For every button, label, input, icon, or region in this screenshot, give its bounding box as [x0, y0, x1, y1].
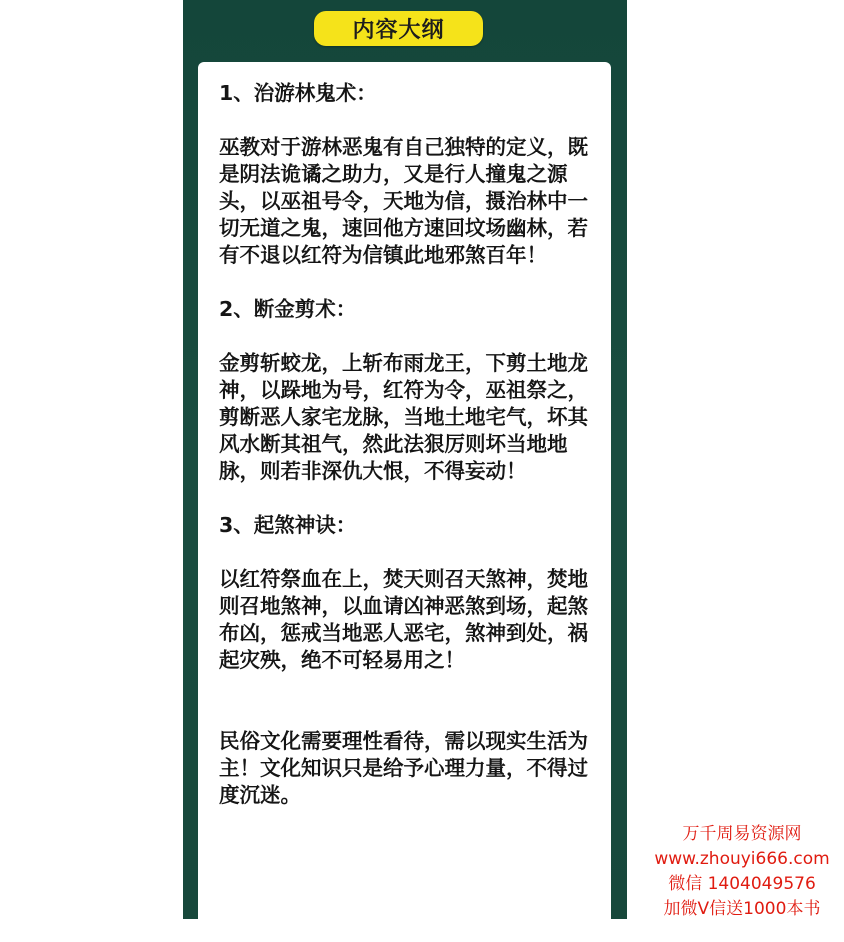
watermark — [640, 822, 844, 922]
watermark-offer: 加微V信送1000本书 — [663, 899, 821, 919]
outline-content — [219, 80, 591, 809]
section-3-title: 3、起煞神诀： — [219, 513, 357, 537]
watermark-url: www.zhouyi666.com — [654, 849, 830, 869]
watermark-wechat: 微信 1404049576 — [668, 874, 816, 894]
outline-title-badge — [314, 11, 483, 46]
watermark-site-name: 万千周易资源网 — [682, 824, 802, 844]
section-2-body: 金剪斩蛟龙，上斩布雨龙王，下剪土地龙神，以跺地为号，红符为令，巫祖祭之，剪断恶人家宅龙脉，当地土地宅气，坏其风水断其祖气，然此法狠厉则坏当地地脉，则若非深仇大恨，不得妄动！ — [219, 351, 588, 483]
section-1-title: 1、治游林鬼术： — [219, 81, 377, 105]
section-1-body: 巫教对于游林恶鬼有自己独特的定义，既是阴法诡谲之助力，又是行人撞鬼之源头，以巫祖号令，天地为信，摄治林中一切无道之鬼，速回他方速回坟场幽林，若有不退以红符为信镇此地邪煞百年！ — [219, 135, 588, 267]
section-3-body: 以红符祭血在上，焚天则召天煞神，焚地则召地煞神，以血请凶神恶煞到场，起煞布凶，惩戒当地恶人恶宅，煞神到处，祸起灾殃，绝不可轻易用之！ — [219, 567, 588, 672]
page-title: 内容大纲 — [352, 18, 445, 43]
closing-note: 民俗文化需要理性看待，需以现实生活为主！文化知识只是给予心理力量，不得过度沉迷。 — [219, 729, 588, 807]
section-2-title: 2、断金剪术： — [219, 297, 357, 321]
